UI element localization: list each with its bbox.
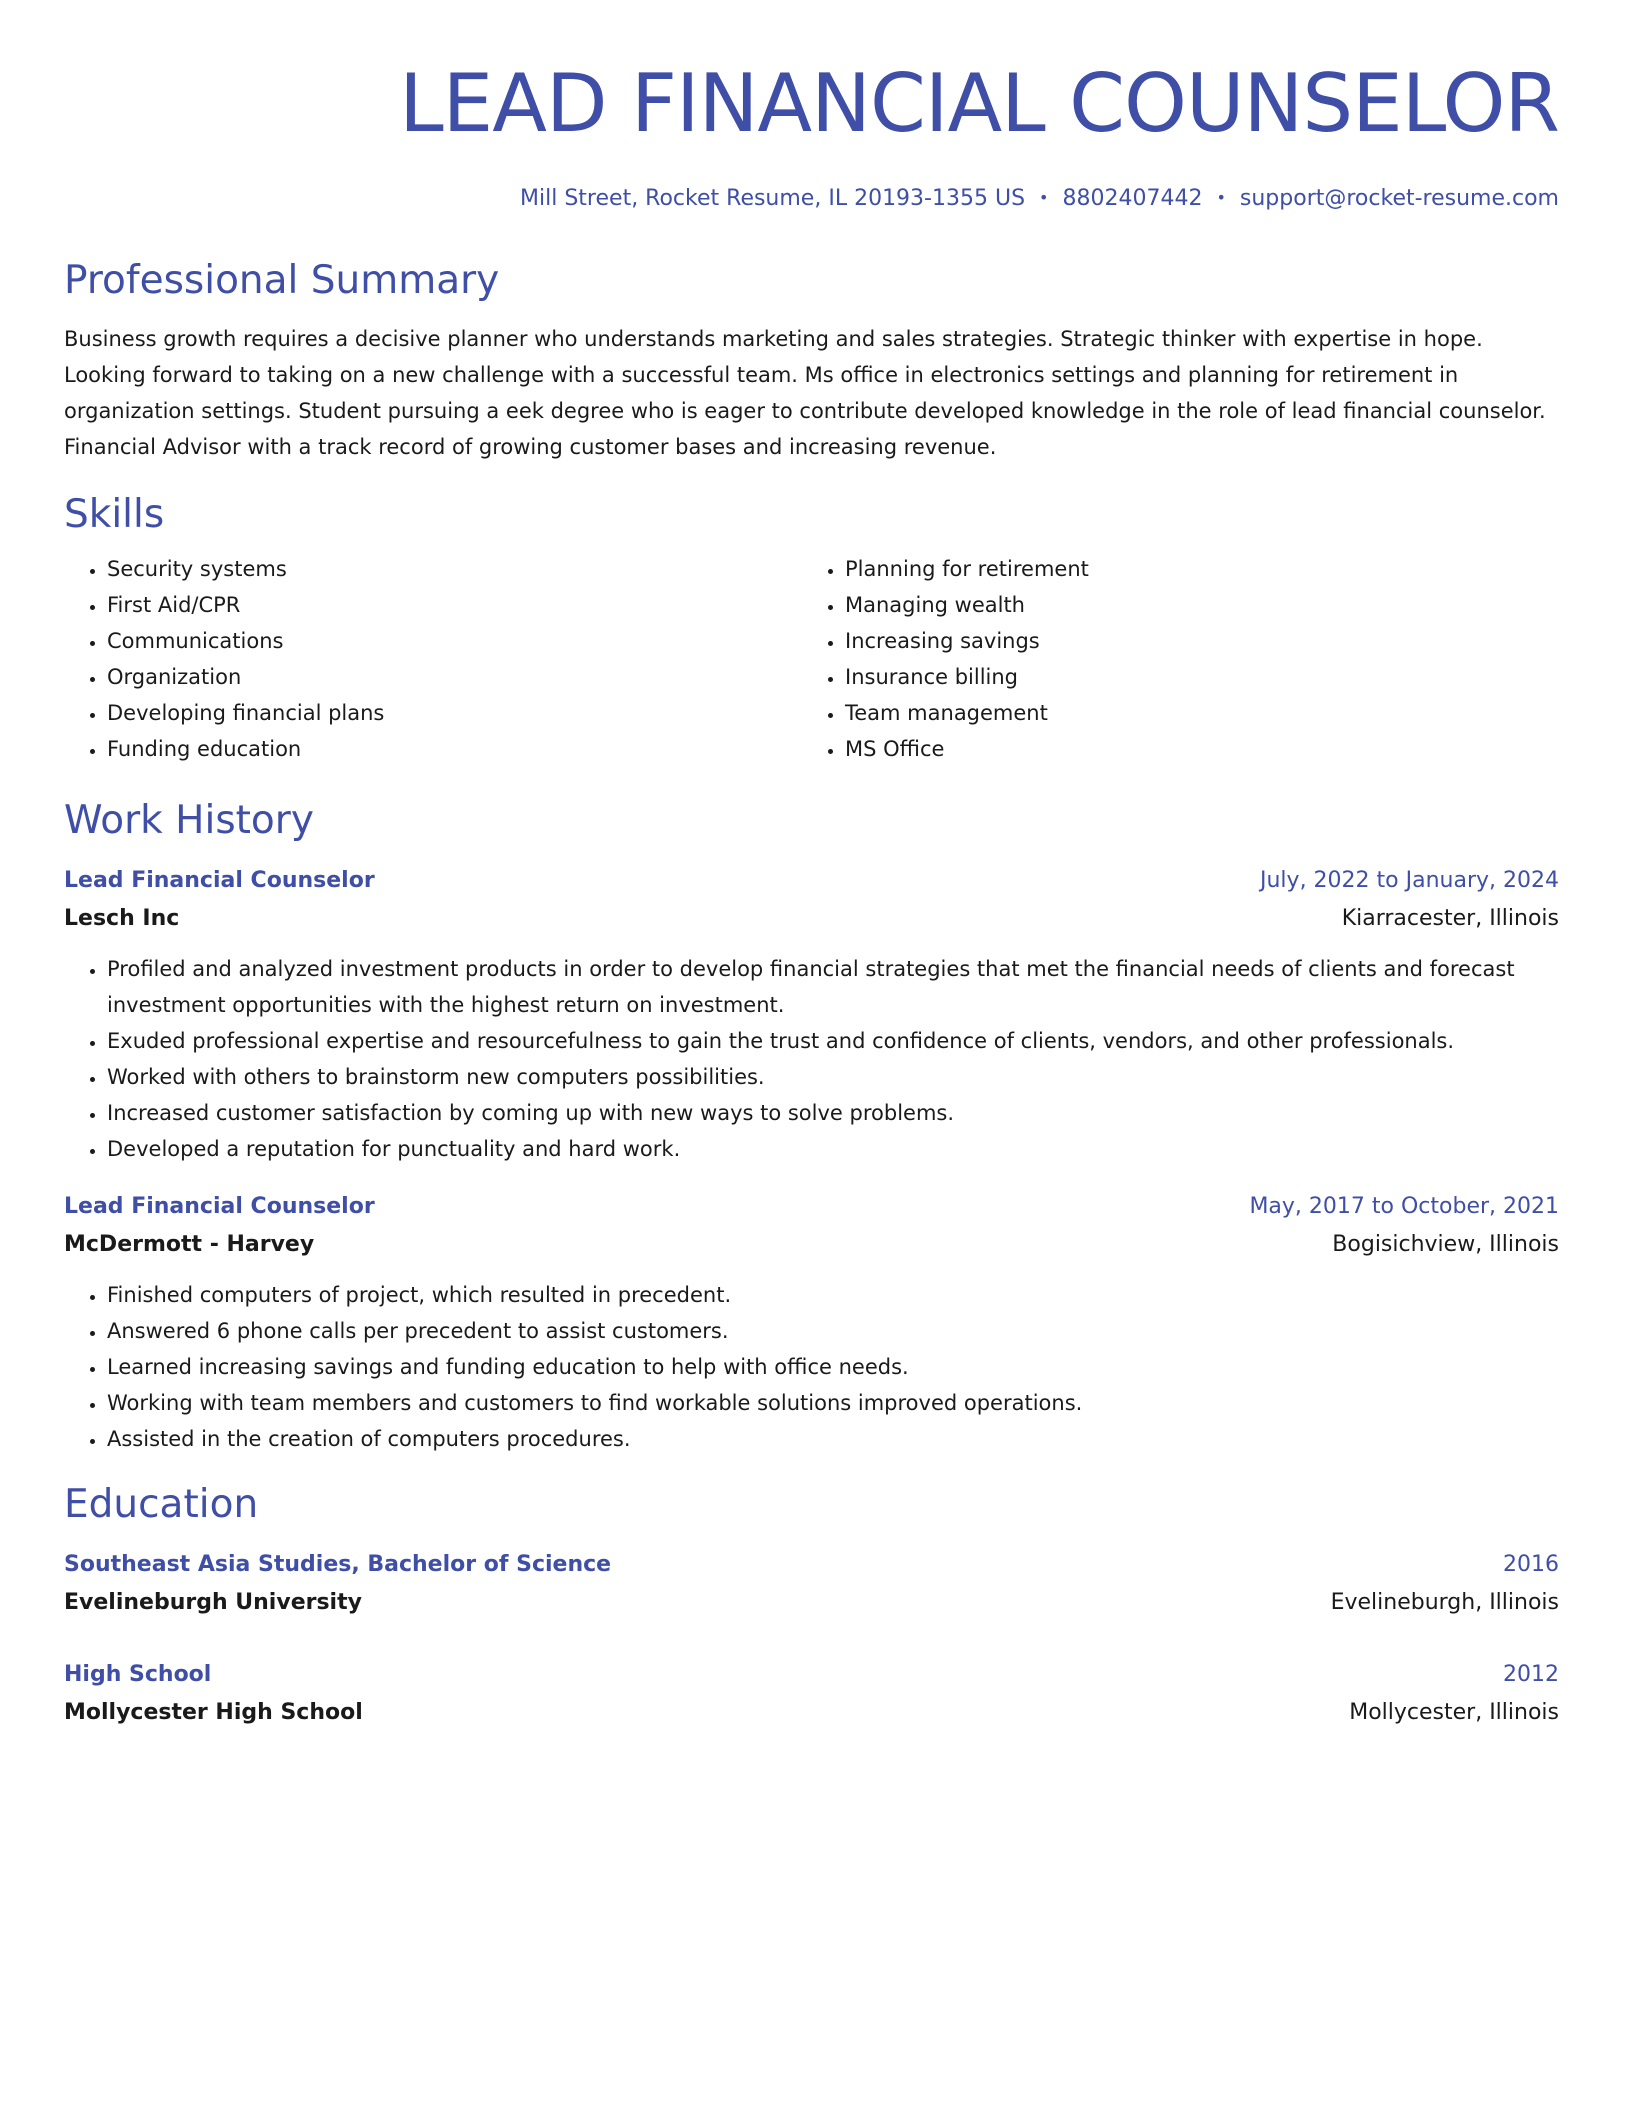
summary-text: Business growth requires a decisive planner who understands marketing and sales strategies. Strategic thinker with expertise in hope. Looking forward to taking on a new challenge with a successful team. Ms office in electronics settings and planning for retirement in organization settings. Student pursuing a eek degree who is eager to contribute developed knowledge in the role of lead financial counselor. Financial Advisor with a track record of growing customer bases and increasing revenue. [64,327,1546,459]
job-dates: July, 2022 to January, 2024 [1260,868,1559,893]
education-year: 2016 [1503,1552,1559,1577]
education-degree: Southeast Asia Studies, Bachelor of Science [64,1552,612,1577]
job-location: Kiarracester, Illinois [1341,906,1559,931]
skill-item: • Insurance billing [845,659,1540,695]
job-location: Bogisichview, Illinois [1332,1232,1559,1257]
education-degree: High School [64,1662,212,1687]
job-entry [64,863,1559,1167]
contact-separator: • [1039,188,1049,207]
education-year: 2012 [1503,1662,1559,1687]
education-entry [64,1547,1559,1621]
education-header [64,1657,1559,1693]
resume-title: LEAD FINANCIAL COUNSELOR [399,57,1559,150]
job-header [64,863,1559,899]
skill-item: • Increasing savings [845,623,1540,659]
job-subheader [64,901,1559,937]
skill-item: • MS Office [845,731,1540,767]
resume-page [64,0,1559,1731]
job-bullet: • Learned increasing savings and funding education to help with office needs. [107,1349,1559,1385]
skills-list [64,551,1559,767]
job-bullet: • Working with team members and customers to find workable solutions improved operations. [107,1385,1559,1421]
job-bullets [64,1277,1559,1457]
job-bullet: • Developed a reputation for punctuality and hard work. [107,1131,1559,1167]
job-bullet: • Exuded professional expertise and resourcefulness to gain the trust and confidence of clients, vendors, and other professionals. [107,1023,1559,1059]
job-bullet: • Assisted in the creation of computers procedures. [107,1421,1559,1457]
skill-item: • Developing financial plans [107,695,802,731]
section-title-summary: Professional Summary [64,258,500,303]
job-role: Lead Financial Counselor [64,868,375,893]
contact-email[interactable]: support@rocket-resume.com [1239,186,1559,211]
job-bullet: • Worked with others to brainstorm new computers possibilities. [107,1059,1559,1095]
job-subheader [64,1227,1559,1263]
section-title-skills: Skills [64,492,165,537]
education-header [64,1547,1559,1583]
contact-phone[interactable]: 8802407442 [1062,186,1203,211]
contact-separator: • [1216,188,1226,207]
education-location: Mollycester, Illinois [1349,1700,1559,1725]
job-role: Lead Financial Counselor [64,1194,375,1219]
job-header [64,1189,1559,1225]
contact-line [64,182,1559,215]
job-entry [64,1189,1559,1457]
skill-item: • First Aid/CPR [107,587,802,623]
job-company: Lesch Inc [64,906,180,931]
job-bullet: • Increased customer satisfaction by coming up with new ways to solve problems. [107,1095,1559,1131]
skill-item: • Funding education [107,731,802,767]
job-bullet: • Answered 6 phone calls per precedent to assist customers. [107,1313,1559,1349]
section-title-work-history: Work History [64,798,314,843]
skills-column-left [64,551,802,767]
education-subheader [64,1585,1559,1621]
education-school: Mollycester High School [64,1700,363,1725]
job-bullets [64,951,1559,1167]
job-company: McDermott - Harvey [64,1232,315,1257]
job-bullet: • Profiled and analyzed investment products in order to develop financial strategies that met the financial needs of clients and forecast investment opportunities with the highest return on investment. [107,951,1559,1023]
contact-address: Mill Street, Rocket Resume, IL 20193-1355 US [520,186,1026,211]
section-title-education: Education [64,1482,259,1527]
skill-item: • Managing wealth [845,587,1540,623]
skill-item: • Team management [845,695,1540,731]
education-school: Evelineburgh University [64,1590,362,1615]
skill-item: • Organization [107,659,802,695]
skills-column-right [802,551,1540,767]
skill-item: • Security systems [107,551,802,587]
education-location: Evelineburgh, Illinois [1330,1590,1559,1615]
education-entry [64,1657,1559,1731]
job-dates: May, 2017 to October, 2021 [1249,1194,1559,1219]
job-bullet: • Finished computers of project, which resulted in precedent. [107,1277,1559,1313]
skill-item: • Planning for retirement [845,551,1540,587]
skill-item: • Communications [107,623,802,659]
education-subheader [64,1695,1559,1731]
